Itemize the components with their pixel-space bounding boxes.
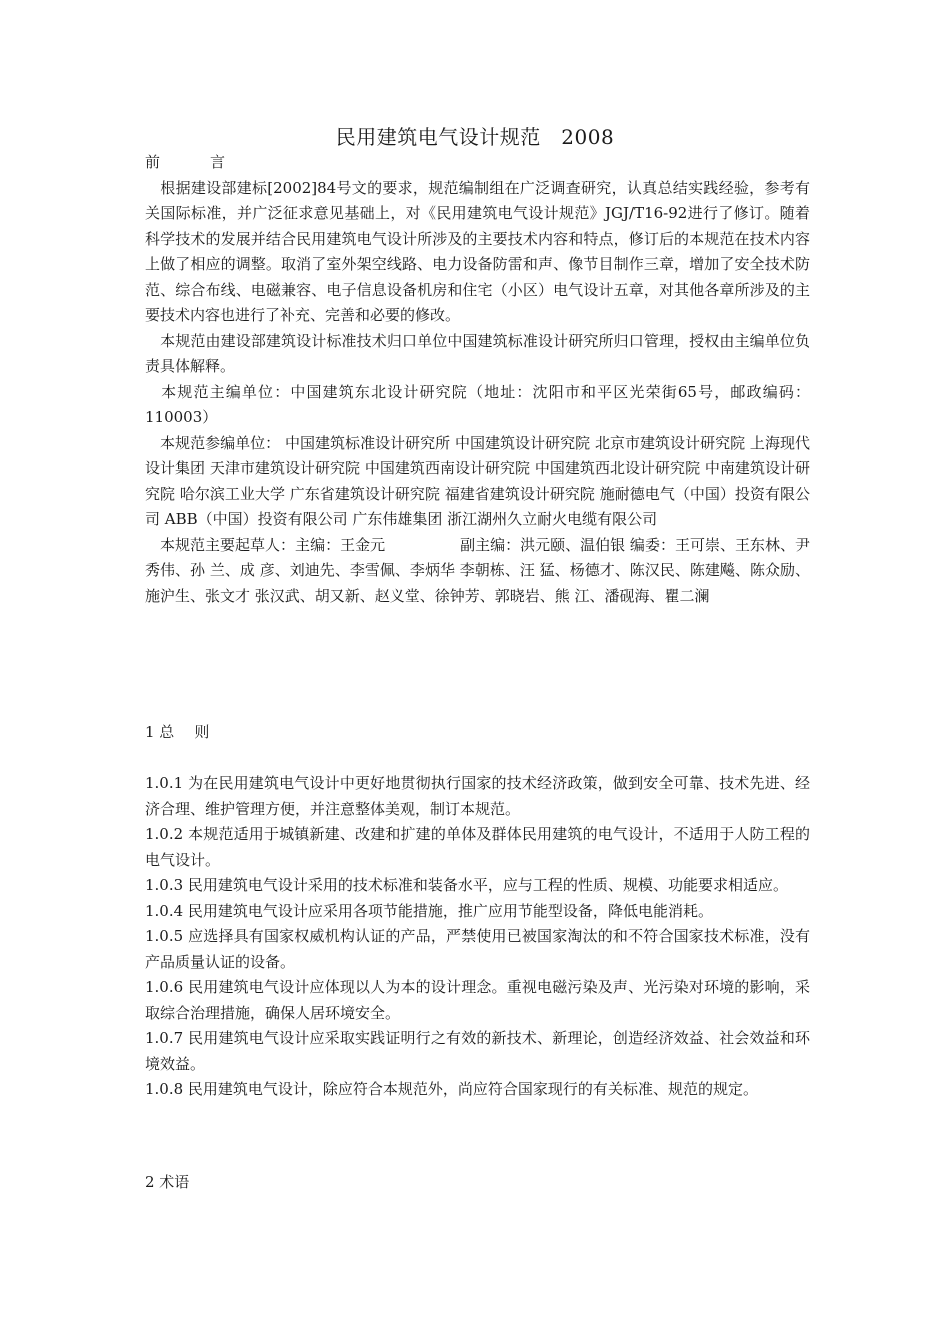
clause-1-0-2: 1.0.2 本规范适用于城镇新建、改建和扩建的单体及群体民用建筑的电气设计，不适用于人防工程的电气设计。 xyxy=(145,825,810,869)
clause-1-0-5: 1.0.5 应选择具有国家权威机构认证的产品，严禁使用已被国家淘汰的和不符合国家技术标准，没有产品质量认证的设备。 xyxy=(145,927,810,971)
section-1-number: 1 总 xyxy=(145,723,175,741)
foreword-paragraph-4: 本规范参编单位： 中国建筑标准设计研究所 中国建筑设计研究院 北京市建筑设计研究院 上海现代设计集团 天津市建筑设计研究院 中国建筑西南设计研究院 中国建筑西北设计研究院 中南建筑设计研究院 哈尔滨工业大学 广东省建筑设计研究院 福建省建筑设计研究院 施耐德电气（中国）投资有限公司 ABB（中国）投资有限公司 广东伟雄集团 浙江湖州久立耐火电缆有限公司 xyxy=(145,433,810,528)
foreword-heading xyxy=(145,150,810,176)
section-1-heading xyxy=(145,720,209,745)
clause-1-0-4: 1.0.4 民用建筑电气设计应采用各项节能措施，推广应用节能型设备，降低电能消耗。 xyxy=(145,901,713,920)
foreword-paragraph-2: 本规范由建设部建筑设计标准技术归口单位中国建筑标准设计研究所归口管理，授权由主编单位负责具体解释。 xyxy=(145,331,810,375)
foreword-heading-char-2: 言 xyxy=(210,153,226,171)
foreword-paragraph-1: 根据建设部建标[2002]84号文的要求，规范编制组在广泛调查研究，认真总结实践经验，参考有关国际标准，并广泛征求意见基础上，对《民用建筑电气设计规范》JGJ/T16-92进行了修订。随着科学技术的发展并结合民用建筑电气设计所涉及的主要技术内容和特点，修订后的本规范在技术内容上做了相应的调整。取消了室外架空线路、电力设备防雷和声、像节目制作三章，增加了安全技术防范、综合布线、电磁兼容、电子信息设备机房和住宅（小区）电气设计五章，对其他各章所涉及的主要技术内容也进行了补充、完善和必要的修改。 xyxy=(145,178,810,324)
section-1-clauses xyxy=(145,771,810,1103)
clause-1-0-7: 1.0.7 民用建筑电气设计应采取实践证明行之有效的新技术、新理论，创造经济效益、社会效益和环境效益。 xyxy=(145,1029,810,1073)
clause-1-0-6: 1.0.6 民用建筑电气设计应体现以人为本的设计理念。重视电磁污染及声、光污染对环境的影响，采取综合治理措施，确保人居环境安全。 xyxy=(145,978,810,1022)
clause-1-0-1: 1.0.1 为在民用建筑电气设计中更好地贯彻执行国家的技术经济政策，做到安全可靠、技术先进、经济合理、维护管理方便，并注意整体美观，制订本规范。 xyxy=(145,774,810,818)
clause-1-0-3: 1.0.3 民用建筑电气设计采用的技术标准和装备水平，应与工程的性质、规模、功能要求相适应。 xyxy=(145,876,788,894)
foreword-paragraph-3: 本规范主编单位：中国建筑东北设计研究院（地址：沈阳市和平区光荣街65号，邮政编码：110003） xyxy=(145,382,810,426)
foreword-section xyxy=(145,150,810,609)
section-2-heading: 2 术语 xyxy=(145,1173,190,1191)
foreword-heading-char-1: 前 xyxy=(145,153,161,171)
foreword-paragraph-5: 本规范主要起草人：主编：王金元 副主编：洪元颐、温伯银 编委：王可崇、王东林、尹秀伟、孙 兰、成 彦、刘迪先、李雪佩、李炳华 李朝栋、汪 猛、杨德才、陈汉民、陈建飚、陈众励、施沪生、张文才 张汉武、胡又新、赵义堂、徐钟芳、郭晓岩、熊 江、潘砚海、瞿二澜 xyxy=(145,535,810,605)
document-title: 民用建筑电气设计规范 2008 xyxy=(335,125,615,149)
section-1-title: 则 xyxy=(194,723,210,741)
clause-1-0-8: 1.0.8 民用建筑电气设计，除应符合本规范外，尚应符合国家现行的有关标准、规范的规定。 xyxy=(145,1080,758,1098)
